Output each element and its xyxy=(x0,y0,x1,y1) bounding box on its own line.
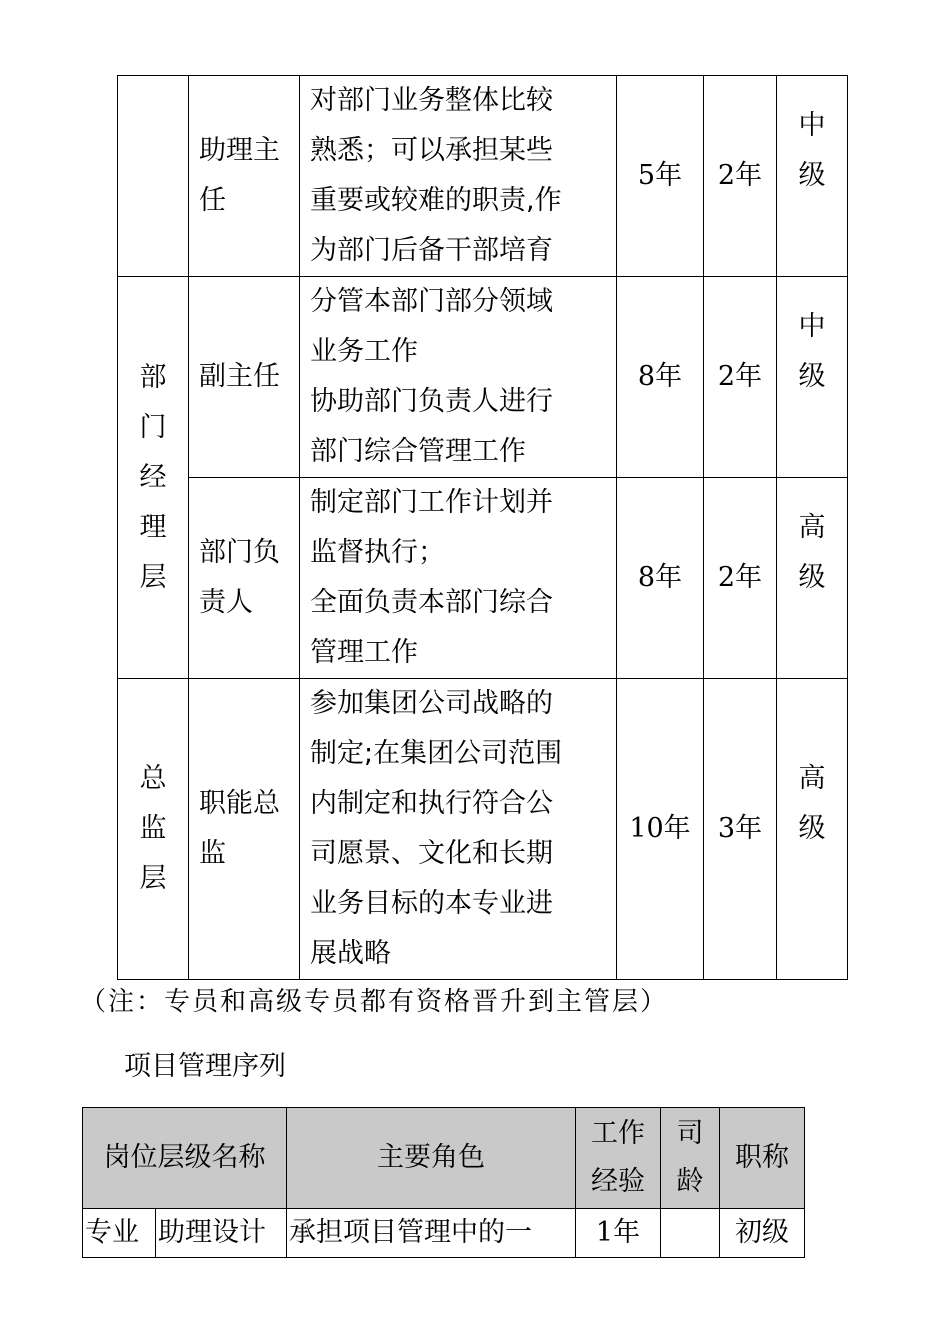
experience-cell: 8年 xyxy=(617,277,704,478)
position-name-cell: 职能总 监 xyxy=(189,679,300,980)
table-row xyxy=(118,76,848,277)
header-role: 主要角色 xyxy=(287,1108,576,1209)
title-cell: 中 级 xyxy=(777,76,848,277)
position-name-cell: 助理主 任 xyxy=(189,76,300,277)
header-experience: 工作 经验 xyxy=(576,1108,661,1209)
title-cell: 高 级 xyxy=(777,679,848,980)
seniority-cell: 2年 xyxy=(704,478,777,679)
experience-cell: 1年 xyxy=(576,1209,661,1258)
table-header-row xyxy=(83,1108,805,1209)
role-cell: 承担项目管理中的一 xyxy=(287,1209,576,1258)
role-cell: 分管本部门部分领域 业务工作 协助部门负责人进行 部门综合管理工作 xyxy=(300,277,617,478)
seniority-cell: 2年 xyxy=(704,277,777,478)
level-cell xyxy=(118,76,189,277)
title-cell: 中 级 xyxy=(777,277,848,478)
experience-cell: 10年 xyxy=(617,679,704,980)
position-name-cell: 部门负 责人 xyxy=(189,478,300,679)
table-row xyxy=(83,1209,805,1258)
header-title: 职称 xyxy=(720,1108,805,1209)
role-cell: 制定部门工作计划并 监督执行； 全面负责本部门综合 管理工作 xyxy=(300,478,617,679)
seniority-cell: 3年 xyxy=(704,679,777,980)
title-cell: 高 级 xyxy=(777,478,848,679)
footnote: （注：专员和高级专员都有资格晋升到主管层） xyxy=(80,987,669,1017)
header-seniority: 司 龄 xyxy=(661,1108,720,1209)
role-cell: 参加集团公司战略的 制定;在集团公司范围 内制定和执行符合公 司愿景、文化和长期 业务目标的本专业进 展战略 xyxy=(300,679,617,980)
project-management-table xyxy=(82,1107,805,1258)
experience-cell: 8年 xyxy=(617,478,704,679)
position-name-cell: 助理设计 xyxy=(156,1209,287,1258)
level-cell: 总 监 层 xyxy=(118,679,189,980)
table-row xyxy=(118,679,848,980)
role-cell: 对部门业务整体比较 熟悉；可以承担某些 重要或较难的职责,作 为部门后备干部培育 xyxy=(300,76,617,277)
level-cell: 部 门 经 理 层 xyxy=(118,277,189,679)
seniority-cell: 2年 xyxy=(704,76,777,277)
level-cell: 专业 xyxy=(83,1209,156,1258)
career-ladder-table xyxy=(117,75,848,980)
table-row xyxy=(118,277,848,478)
section-title: 项目管理序列 xyxy=(124,1051,286,1082)
experience-cell: 5年 xyxy=(617,76,704,277)
table-row xyxy=(118,478,848,679)
title-cell: 初级 xyxy=(720,1209,805,1258)
seniority-cell xyxy=(661,1209,720,1258)
position-name-cell: 副主任 xyxy=(189,277,300,478)
header-position: 岗位层级名称 xyxy=(83,1108,287,1209)
